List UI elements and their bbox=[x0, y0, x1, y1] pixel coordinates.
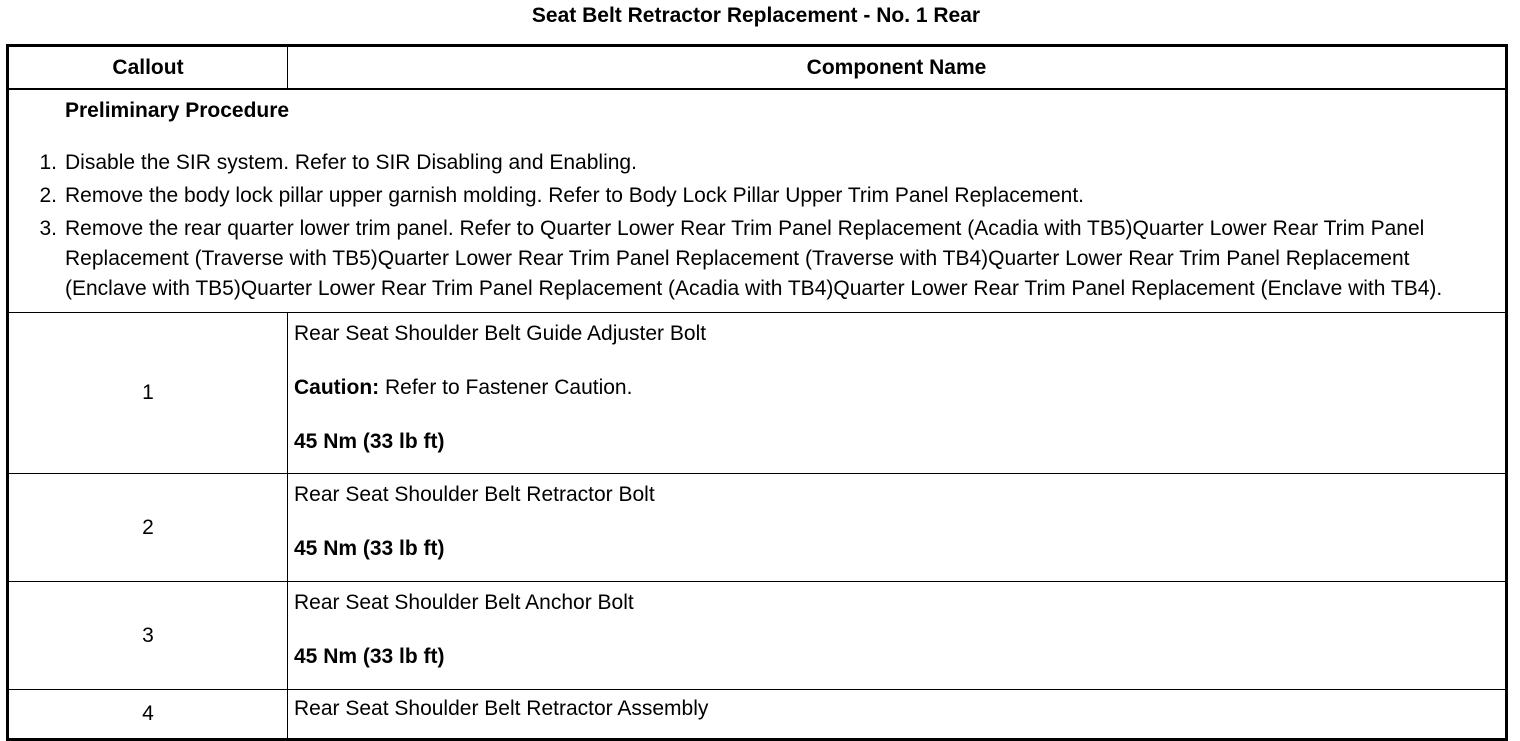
table-row bbox=[8, 313, 1507, 474]
component-name: Rear Seat Shoulder Belt Retractor Bolt bbox=[294, 483, 655, 506]
step-text: Disable the SIR system. Refer to SIR Disabling and Enabling. bbox=[65, 151, 637, 174]
step-text: Remove the body lock pillar upper garnish molding. Refer to Body Lock Pillar Upper Trim Panel Replacement. bbox=[65, 184, 1084, 207]
preliminary-row bbox=[8, 89, 1507, 313]
callout-number: 4 bbox=[8, 690, 288, 740]
component-cell bbox=[288, 474, 1507, 582]
step-item bbox=[39, 181, 1495, 211]
callout-number: 3 bbox=[8, 582, 288, 690]
caution-note bbox=[294, 373, 1499, 403]
preliminary-heading: Preliminary Procedure bbox=[65, 99, 290, 122]
torque-spec: 45 Nm (33 lb ft) bbox=[294, 537, 445, 560]
component-cell bbox=[288, 582, 1507, 690]
preliminary-procedure-cell bbox=[8, 89, 1507, 313]
preliminary-steps-list bbox=[27, 148, 1495, 304]
step-item bbox=[39, 214, 1495, 304]
caution-text: Refer to Fastener Caution. bbox=[379, 376, 633, 399]
callout-table bbox=[6, 44, 1508, 741]
document-title: Seat Belt Retractor Replacement - No. 1 Rear bbox=[531, 4, 981, 27]
table-row bbox=[8, 690, 1507, 740]
component-name: Rear Seat Shoulder Belt Guide Adjuster Bolt bbox=[294, 322, 707, 345]
callout-number: 1 bbox=[8, 313, 288, 474]
table-header-row bbox=[8, 46, 1507, 90]
step-number: 1. bbox=[39, 151, 57, 174]
callout-number: 2 bbox=[8, 474, 288, 582]
callout-column-header: Callout bbox=[8, 46, 288, 90]
component-cell bbox=[288, 313, 1507, 474]
step-number: 2. bbox=[39, 184, 57, 207]
component-name: Rear Seat Shoulder Belt Retractor Assembly bbox=[294, 697, 709, 720]
table-row bbox=[8, 582, 1507, 690]
step-number: 3. bbox=[39, 217, 57, 240]
torque-spec: 45 Nm (33 lb ft) bbox=[294, 430, 445, 453]
step-text: Remove the rear quarter lower trim panel. Refer to Quarter Lower Rear Trim Panel Replacement (Acadia with TB5)Quarter Lower Rear Trim Panel Replacement (Traverse with TB5)Quarter Lower Rear Trim Panel Replacement (Traverse with TB4)Quarter Lower Rear Trim Panel Replacement (Enclave with TB5)Quarter Lower Rear Trim Panel Replacement (Acadia with TB4)Quarter Lower Rear Trim Panel Replacement (Enclave with TB4). bbox=[65, 217, 1443, 300]
component-name: Rear Seat Shoulder Belt Anchor Bolt bbox=[294, 591, 634, 614]
component-column-header: Component Name bbox=[288, 46, 1507, 90]
torque-spec: 45 Nm (33 lb ft) bbox=[294, 645, 445, 668]
caution-label: Caution: bbox=[294, 376, 380, 399]
step-item bbox=[39, 148, 1495, 178]
component-cell bbox=[288, 690, 1507, 740]
table-row bbox=[8, 474, 1507, 582]
